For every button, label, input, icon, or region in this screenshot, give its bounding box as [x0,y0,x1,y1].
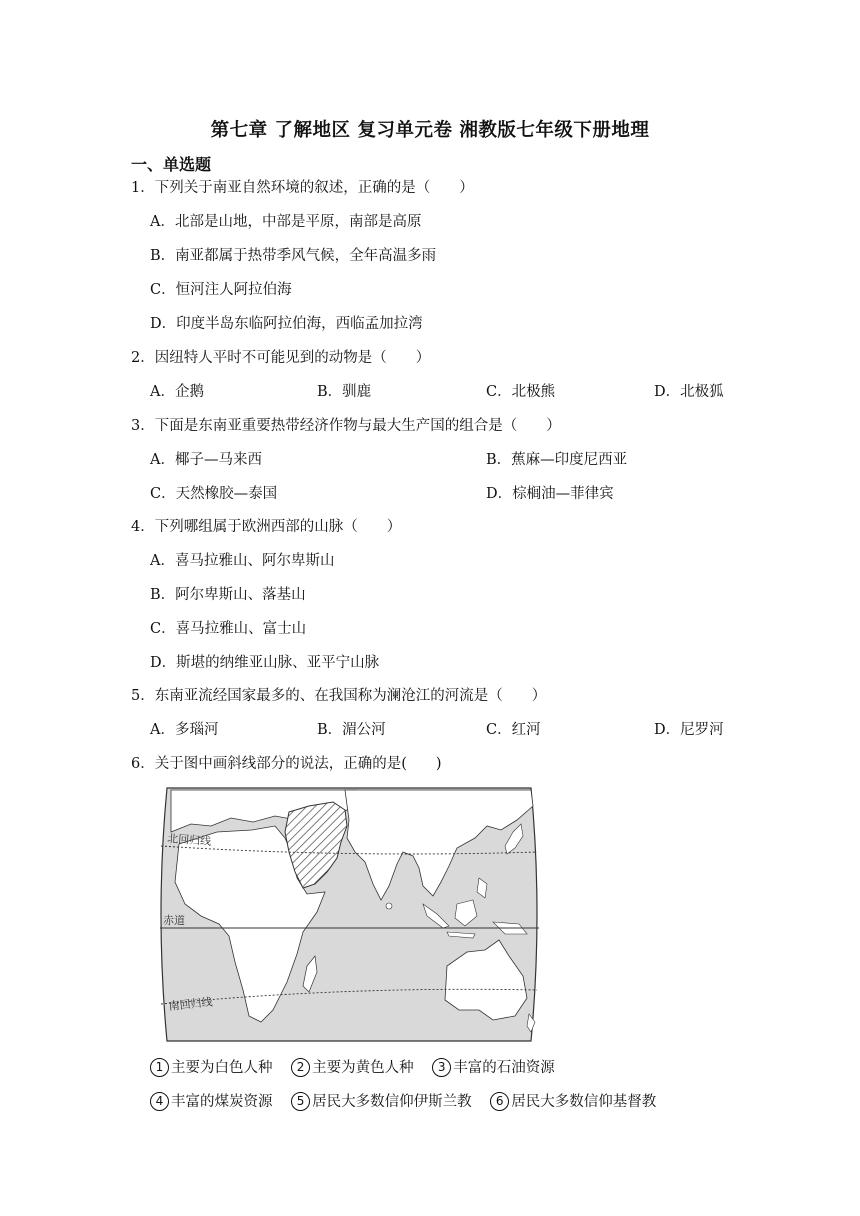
section-heading: 一、单选题 [131,155,212,174]
question-2-option-a[interactable]: A．企鹅 [150,384,204,400]
question-3-option-b[interactable]: B．蕉麻—印度尼西亚 [486,452,628,468]
circled-number-5: 5 [291,1092,310,1111]
statement-4: 4 丰富的煤炭资源 [150,1094,273,1110]
question-5-option-b[interactable]: B．湄公河 [317,722,386,738]
question-4-stem: 4．下列哪组属于欧洲西部的山脉（ ） [131,519,402,535]
question-4-option-d[interactable]: D．斯堪的纳维亚山脉、亚平宁山脉 [150,655,380,671]
question-4-option-c[interactable]: C．喜马拉雅山、富士山 [150,621,307,637]
question-2-option-b[interactable]: B．驯鹿 [317,384,372,400]
tropic-south-label: 南回归线 [167,995,214,1013]
statement-5: 5 居民大多数信仰伊斯兰教 [291,1094,472,1110]
question-6-stem: 6．关于图中画斜线部分的说法，正确的是( ) [131,756,442,772]
question-3-stem: 3．下面是东南亚重要热带经济作物与最大生产国的组合是（ ） [131,418,561,434]
question-1-option-b[interactable]: B．南亚都属于热带季风气候，全年高温多雨 [150,248,437,264]
page-title: 第七章 了解地区 复习单元卷 湘教版七年级下册地理 [210,120,650,141]
circled-number-6: 6 [490,1092,509,1111]
question-2-option-d[interactable]: D．北极狐 [654,384,724,400]
question-3-option-d[interactable]: D．棕榈油—菲律宾 [486,486,614,502]
statements-row-2 [150,1092,670,1112]
circled-number-2: 2 [291,1058,310,1077]
equator-label: 赤道 [163,914,185,927]
question-2-stem: 2．因纽特人平时不可能见到的动物是（ ） [131,350,431,366]
question-2-option-c[interactable]: C．北极熊 [486,384,556,400]
question-5-stem: 5．东南亚流经国家最多的、在我国称为澜沧江的河流是（ ） [131,688,547,704]
sri-lanka [386,903,392,909]
statement-6: 6 居民大多数信仰基督教 [490,1094,656,1110]
statements-row-1 [150,1058,569,1078]
statement-1: 1 主要为白色人种 [150,1060,273,1076]
circled-number-4: 4 [150,1092,169,1111]
question-3-option-a[interactable]: A．椰子—马来西 [150,452,262,468]
tropic-north-label: 北回归线 [166,832,212,849]
question-4-option-a[interactable]: A．喜马拉雅山、阿尔卑斯山 [150,553,335,569]
question-5-option-d[interactable]: D．尼罗河 [654,722,724,738]
statement-3: 3 丰富的石油资源 [432,1060,555,1076]
circled-number-1: 1 [150,1058,169,1077]
question-5-option-a[interactable]: A．多瑙河 [150,722,219,738]
question-4-option-b[interactable]: B．阿尔卑斯山、落基山 [150,587,306,603]
question-1-option-c[interactable]: C．恒河注人阿拉伯海 [150,282,292,298]
question-1-option-a[interactable]: A．北部是山地，中部是平原，南部是高原 [150,214,422,230]
circled-number-3: 3 [432,1058,451,1077]
question-5-option-c[interactable]: C．红河 [486,722,541,738]
question-1-stem: 1．下列关于南亚自然环境的叙述，正确的是（ ） [131,180,474,196]
statement-2: 2 主要为黄色人种 [291,1060,414,1076]
question-3-option-c[interactable]: C．天然橡胶—泰国 [150,486,278,502]
question-1-option-d[interactable]: D．印度半岛东临阿拉伯海，西临孟加拉湾 [150,316,423,332]
world-map [157,786,541,1043]
